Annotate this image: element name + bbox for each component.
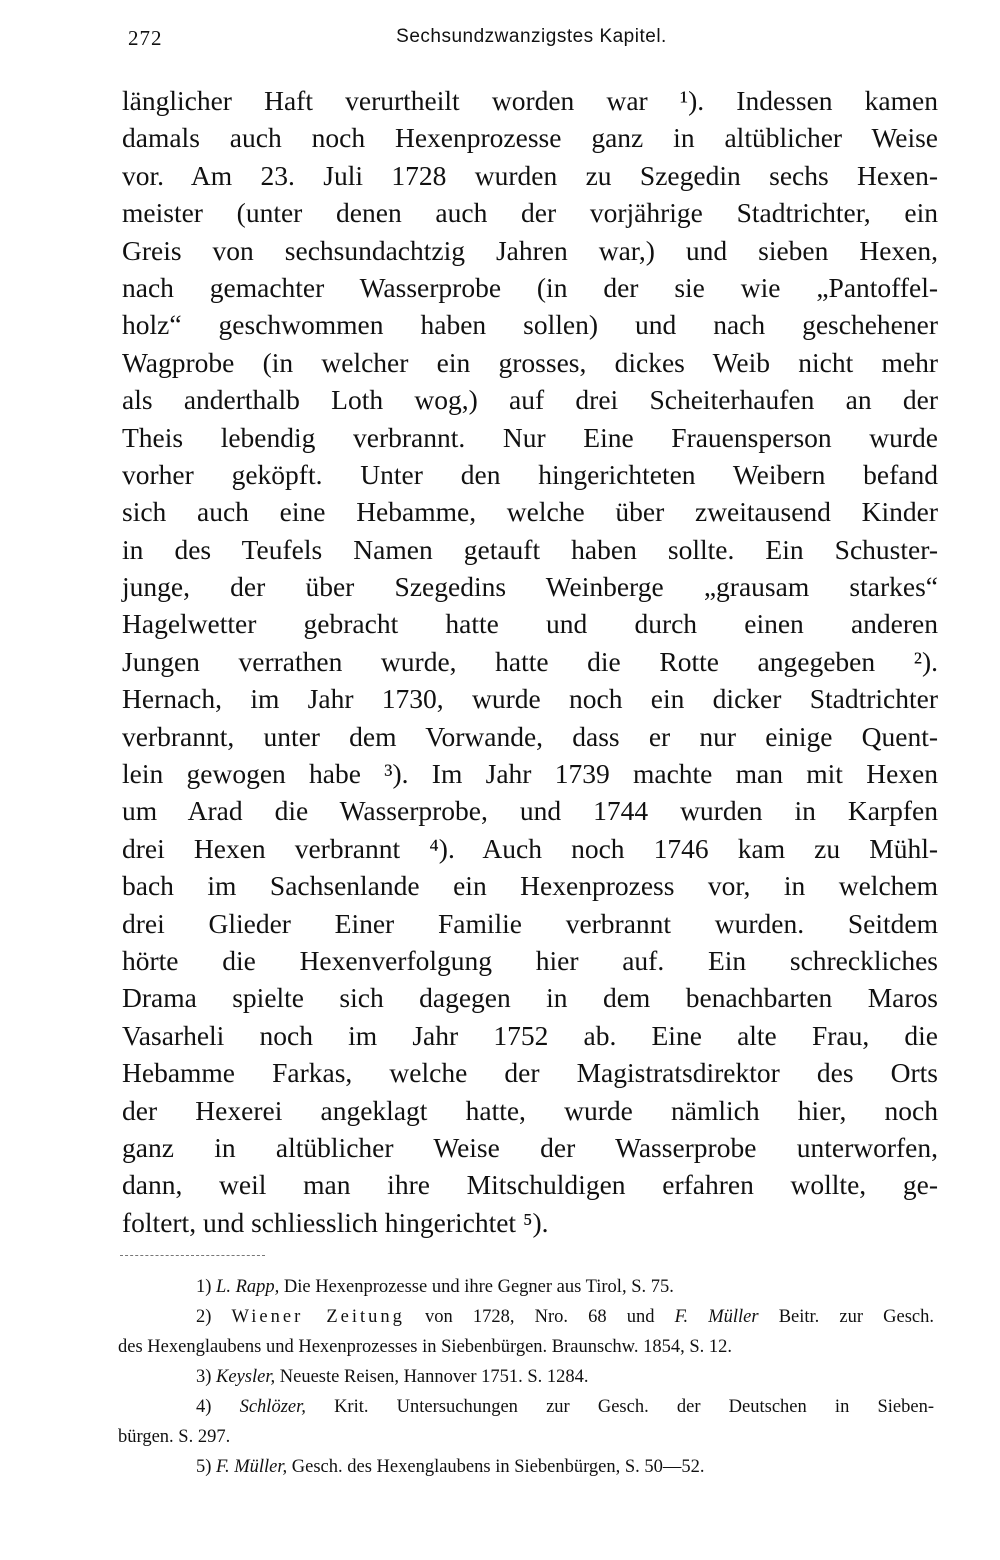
footnote-text: Krit. Untersuchungen zur Gesch. der Deutschen in Sieben- [334,1397,934,1417]
footnote-author: Schlözer, [239,1397,306,1417]
body-line: damals auch noch Hexenprozesse ganz in altüblicher Weise [122,122,938,154]
body-line: junge, der über Szegedins Weinberge „grausam starkes“ [122,571,938,603]
body-line: Hagelwetter gebracht hatte und durch einen anderen [122,608,938,640]
body-line: länglicher Haft verurtheilt worden war ¹). Indessen kamen [122,85,938,116]
body-text [122,82,938,1241]
footnote-text: Gesch. des Hexenglaubens in Siebenbürgen, S. 50—52. [291,1457,705,1477]
body-line: um Arad die Wasserprobe, und 1744 wurden in Karpfen [122,795,938,827]
body-line: ganz in altüblicher Weise der Wasserprobe unterworfen, [122,1131,938,1163]
body-line: Theis lebendig verbrannt. Nur Eine Frauensperson wurde [122,421,938,453]
body-line: verbrannt, unter dem Vorwande, dass er nur einige Quent- [122,720,938,752]
footnote-1 [118,1272,934,1302]
footnote-separator [120,1255,265,1256]
body-line: Jungen verrathen wurde, hatte die Rotte angegeben ²). [122,645,938,677]
footnote-4-continued: bürgen. S. 297. [118,1427,231,1447]
footnote-2 [118,1302,934,1332]
body-line: als anderthalb Loth wog,) auf drei Scheiterhaufen an der [122,384,938,416]
body-line: hörte die Hexenverfolgung hier auf. Ein schreckliches [122,944,938,976]
body-line: in des Teufels Namen getauft haben sollte. Ein Schuster- [122,533,938,565]
footnote-4 [118,1392,934,1422]
footnote-marker: 2) [196,1307,212,1327]
footnote-marker: 1) [196,1277,212,1297]
footnote-source: Wiener Zeitung [231,1307,405,1327]
footnote-text: Beitr. zur Gesch. [778,1307,934,1327]
footnote-2-continued: des Hexenglaubens und Hexenprozesses in Siebenbürgen. Braunschw. 1854, S. 12. [118,1337,732,1357]
footnote-5 [118,1452,934,1482]
footnote-marker: 4) [196,1397,212,1417]
body-line: Hernach, im Jahr 1730, wurde noch ein dicker Stadtrichter [122,683,938,715]
body-line: holz“ geschwommen haben sollen) und nach geschehener [122,309,938,341]
body-line: Greis von sechsundachtzig Jahren war,) und sieben Hexen, [122,234,938,266]
body-line: Vasarheli noch im Jahr 1752 ab. Eine alte Frau, die [122,1019,938,1051]
body-line: vor. Am 23. Juli 1728 wurden zu Szegedin sechs Hexen- [122,159,938,191]
footnote-text: Die Hexenprozesse und ihre Gegner aus Tirol, S. 75. [283,1277,674,1297]
footnote-author: Keysler, [216,1367,276,1387]
body-line: nach gemachter Wasserprobe (in der sie wie „Pantoffel- [122,271,938,303]
body-line: der Hexerei angeklagt hatte, wurde nämlich hier, noch [122,1094,938,1126]
footnote-marker: 5) [196,1457,212,1477]
page-header [124,22,939,52]
footnotes [118,1272,934,1482]
footnote-text: von 1728, Nro. 68 und [425,1307,655,1327]
footnote-text: Neueste Reisen, Hannover 1751. S. 1284. [279,1367,589,1387]
body-line: Hebamme Farkas, welche der Magistratsdirektor des Orts [122,1057,938,1089]
footnote-author: F. Müller, [216,1457,288,1477]
body-line: bach im Sachsenlande ein Hexenprozess vor, in welchem [122,870,938,902]
footnote-3 [118,1362,934,1392]
body-line: drei Glieder Einer Familie verbrannt wurden. Seitdem [122,907,938,939]
body-line: lein gewogen habe ³). Im Jahr 1739 machte man mit Hexen [122,758,938,790]
page-number: 272 [128,26,163,50]
footnote-author: L. Rapp, [216,1277,280,1297]
footnote-marker: 3) [196,1367,212,1387]
body-line: vorher geköpft. Unter den hingerichteten Weibern befand [122,458,938,490]
body-line: drei Hexen verbrannt ⁴). Auch noch 1746 kam zu Mühl- [122,832,938,864]
body-line: sich auch eine Hebamme, welche über zweitausend Kinder [122,496,938,528]
body-line: meister (unter denen auch der vorjährige Stadtrichter, ein [122,197,938,229]
footnote-author: F. Müller [674,1307,759,1327]
running-title: Sechsundzwanzigstes Kapitel. [396,26,667,47]
body-line: dann, weil man ihre Mitschuldigen erfahren wollte, ge- [122,1169,938,1201]
body-line: Drama spielte sich dagegen in dem benachbarten Maros [122,982,938,1014]
body-line: Wagprobe (in welcher ein grosses, dickes Weib nicht mehr [122,346,938,378]
body-line: foltert, und schliesslich hingerichtet ⁵). [122,1206,549,1238]
